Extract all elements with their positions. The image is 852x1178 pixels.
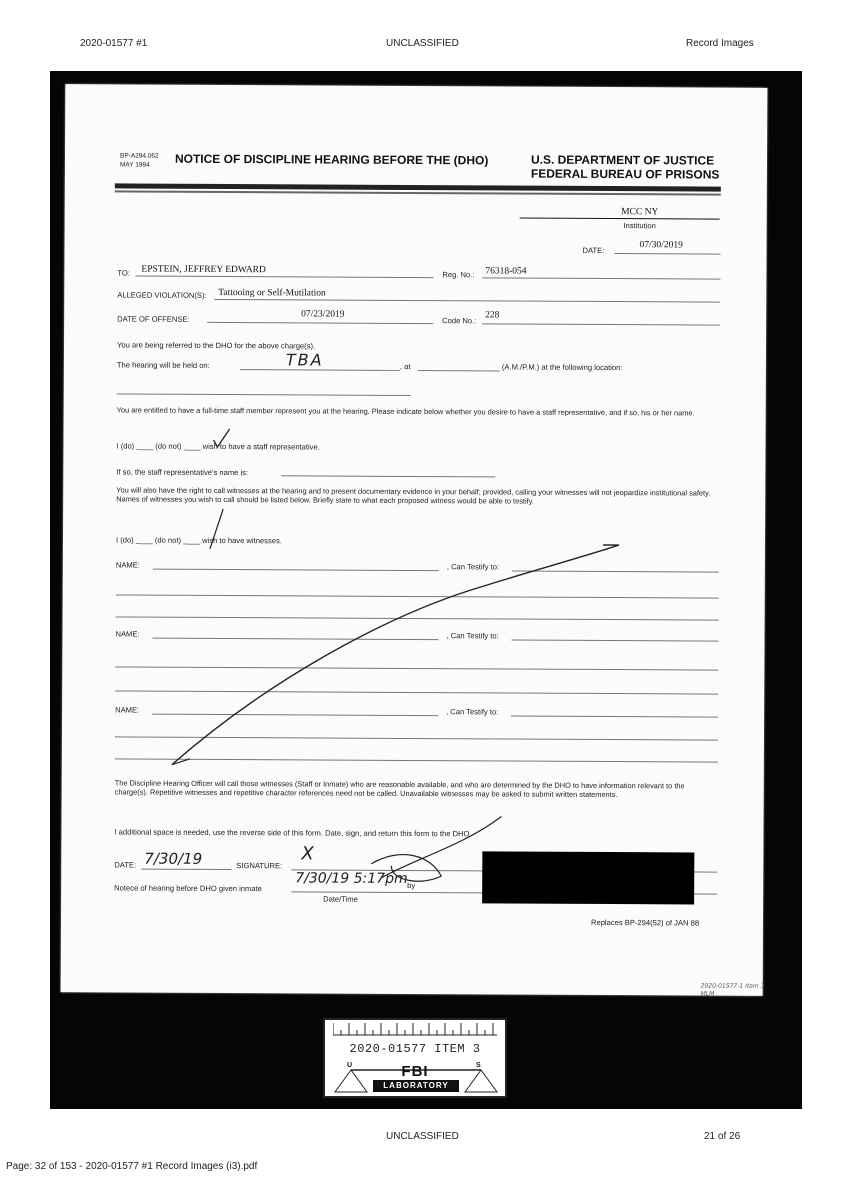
date-label: DATE: xyxy=(582,245,605,255)
page-footer-right: 21 of 26 xyxy=(704,1131,741,1142)
name-label-2: NAME: xyxy=(115,629,140,639)
corner-note: 2020-01577-1 Item 3 MLM xyxy=(700,982,765,998)
to-value: EPSTEIN, JEFFREY EDWARD xyxy=(141,264,266,276)
offense-date-label: DATE OF OFFENSE: xyxy=(117,314,190,324)
ampm-label: (A.M./P.M.) at the following location: xyxy=(501,362,623,373)
additional-space-text: I additional space is needed, use the reverse side of this form. Date, sign, and return this form to the DHO. xyxy=(114,827,472,839)
form-number: BP-A294.052 xyxy=(119,152,159,160)
checkmark-icon xyxy=(213,429,229,447)
referral-text: You are being referred to the DHO for the above charge(s). xyxy=(116,340,316,351)
hearing-value: TBA xyxy=(285,350,324,370)
name-label-1: NAME: xyxy=(115,560,140,570)
stamp-item-id: 2020-01577 ITEM 3 xyxy=(349,1042,481,1056)
violation-value: Tattooing or Self-Mutilation xyxy=(218,287,326,299)
agency-line1: U.S. DEPARTMENT OF JUSTICE xyxy=(530,152,715,168)
staff-rep-paragraph: You are entitled to have a full-time staff member represent you at the hearing. Please indicate below whether you desire to have a staff representative, and if so, his or her name. xyxy=(116,405,695,418)
dho-paragraph: The Discipline Hearing Officer will call those witnesses (Staff or Inmate) who are reasonable available, and who are determined by the DHO to have information relevant to the charge(s). Repetitive witnesses and repetitive character references need not be called. Unavailable witnesses may be asked to submit written statements. xyxy=(114,778,685,800)
to-label: TO: xyxy=(117,268,130,278)
notice-label: Notece of hearing before DHO given inmate xyxy=(114,883,262,894)
witness-choice: I (do) ____ (do not) ____ wish to have witnesses. xyxy=(115,535,282,546)
replaces-text: Replaces BP-294(52) of JAN 88 xyxy=(590,917,700,928)
form-date: MAY 1994 xyxy=(119,161,150,169)
sign-date-label: DATE: xyxy=(114,860,137,870)
reg-label: Reg. No.: xyxy=(442,270,475,280)
institution-value: MCC NY xyxy=(621,207,659,218)
institution-label: Institution xyxy=(623,221,656,231)
stamp-left-mark: U xyxy=(347,1062,353,1069)
hearing-label: The hearing will be held on: xyxy=(116,360,210,370)
page-header-center: UNCLASSIFIED xyxy=(386,38,459,49)
reg-value: 76318-054 xyxy=(485,266,527,277)
staff-rep-choice: I (do) ____ (do not) ____ wish to have a staff representative. xyxy=(116,441,320,452)
testify-label-1: , Can Testify to: xyxy=(446,562,500,572)
bottom-caption: Page: 32 of 153 - 2020-01577 #1 Record Images (i3).pdf xyxy=(6,1161,258,1172)
page-header-left: 2020-01577 #1 xyxy=(80,38,148,49)
witness-mark-icon xyxy=(210,509,223,549)
at-label: , at xyxy=(399,361,411,371)
by-label: by xyxy=(407,880,416,891)
testify-label-2: , Can Testify to: xyxy=(446,631,499,641)
ruler-icon xyxy=(333,1023,497,1036)
fbi-stamp xyxy=(323,1018,507,1098)
sign-date-value: 7/30/19 xyxy=(144,849,203,868)
redaction-box xyxy=(482,851,694,904)
signature-value: X xyxy=(301,843,314,865)
agency-line2: FEDERAL BUREAU OF PRISONS xyxy=(530,166,720,182)
signature-label: SIGNATURE: xyxy=(236,861,283,871)
code-value: 228 xyxy=(485,310,500,321)
diagonal-strike-icon xyxy=(172,543,619,767)
testify-label-3: , Can Testify to: xyxy=(446,707,499,717)
laboratory-label: LABORATORY xyxy=(373,1080,459,1092)
fbi-logo-text: FBI xyxy=(401,1063,429,1080)
page-header-right: Record Images xyxy=(686,38,754,49)
datetime-label: Date/Time xyxy=(323,894,358,904)
code-label: Code No.: xyxy=(442,316,477,326)
notice-value: 7/30/19 5:17pm xyxy=(295,870,408,887)
violation-label: ALLEGED VIOLATION(S): xyxy=(117,290,207,300)
date-value: 07/30/2019 xyxy=(639,240,683,251)
staff-rep-name-label: If so, the staff representative's name is: xyxy=(116,467,249,478)
witness-paragraph: You will also have the right to call witnesses at the hearing and to present documentary evidence in your behalf; provided, calling your witnesses will not jeopardize institutional safety. Names of witnesses you wish to call should be listed below. Briefly state to what each proposed witness would be able to testify. xyxy=(116,485,711,506)
page-footer-center: UNCLASSIFIED xyxy=(386,1131,459,1142)
stamp-right-mark: S xyxy=(476,1062,481,1069)
name-label-3: NAME: xyxy=(115,705,140,715)
form-paper xyxy=(61,84,768,996)
offense-date-value: 07/23/2019 xyxy=(301,309,345,320)
form-title: NOTICE OF DISCIPLINE HEARING BEFORE THE (DHO) xyxy=(174,151,489,168)
